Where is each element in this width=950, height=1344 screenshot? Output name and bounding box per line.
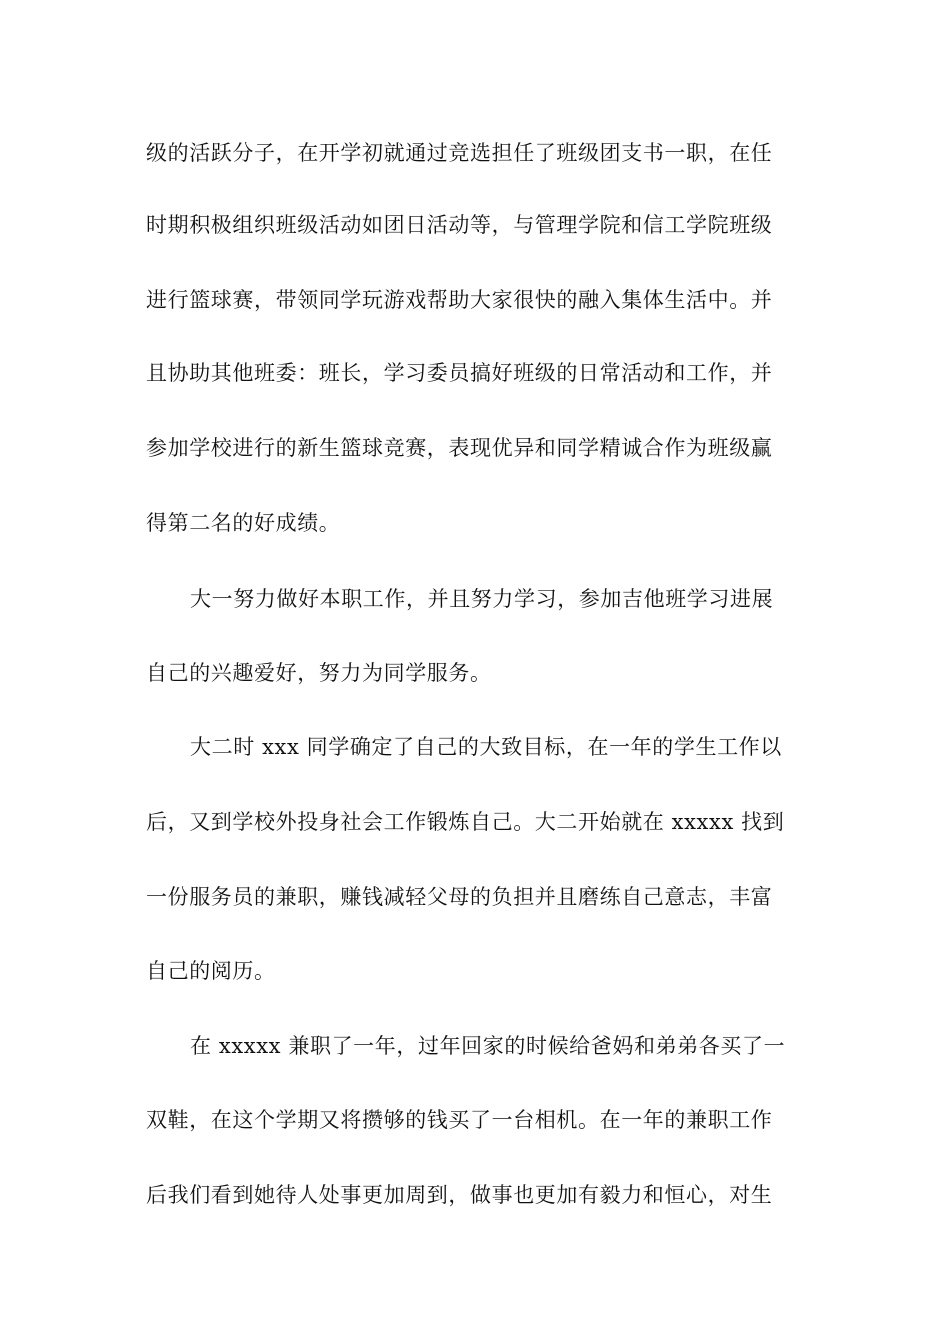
text-line: 级的活跃分子，在开学初就通过竞选担任了班级团支书一职，在任 <box>146 141 773 165</box>
text-line: 后，又到学校外投身社会工作锻炼自己。大二开始就在 xxxxx 找到 <box>146 810 785 834</box>
text-line: 一份服务员的兼职，赚钱减轻父母的负担并且磨练自己意志，丰富 <box>146 885 773 909</box>
text-line: 自己的兴趣爱好，努力为同学服务。 <box>146 661 492 685</box>
text-line: 双鞋，在这个学期又将攒够的钱买了一台相机。在一年的兼职工作 <box>146 1108 773 1132</box>
text-line: 后我们看到她待人处事更加周到，做事也更加有毅力和恒心，对生 <box>146 1183 773 1207</box>
text-line: 自己的阅历。 <box>146 959 276 983</box>
paragraph-first-line: 大一努力做好本职工作，并且努力学习，参加吉他班学习进展 <box>190 587 774 611</box>
text-line: 进行篮球赛，带领同学玩游戏帮助大家很快的融入集体生活中。并 <box>146 288 773 312</box>
text-line: 参加学校进行的新生篮球竞赛，表现优异和同学精诚合作为班级赢 <box>146 436 773 460</box>
paragraph-first-line: 在 xxxxx 兼职了一年，过年回家的时候给爸妈和弟弟各买了一 <box>190 1034 786 1058</box>
paragraph-first-line: 大二时 xxx 同学确定了自己的大致目标，在一年的学生工作以 <box>190 735 782 759</box>
text-line: 且协助其他班委：班长，学习委员搞好班级的日常活动和工作，并 <box>146 361 773 385</box>
text-line: 得第二名的好成绩。 <box>146 511 341 535</box>
text-line: 时期积极组织班级活动如团日活动等，与管理学院和信工学院班级 <box>146 213 773 237</box>
